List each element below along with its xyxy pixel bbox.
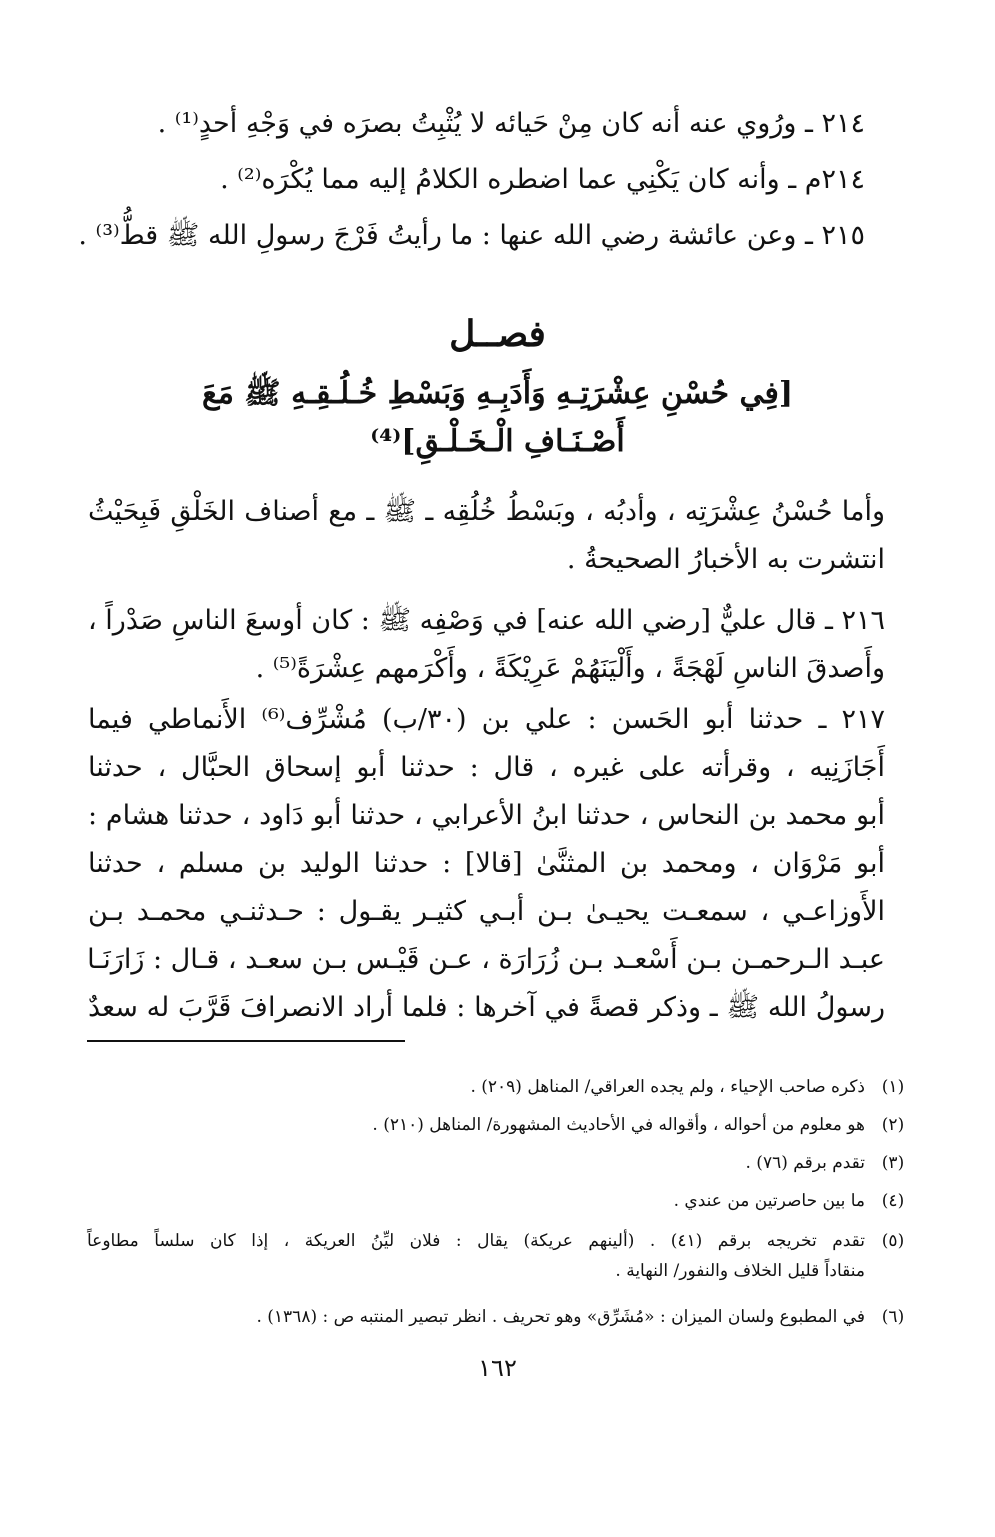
footnote-number: (٥) [881,1231,905,1251]
entry-217-line-2: أَجَازَنِيه ، وقرأته على غيره ، قال : حدثنا أبو إسحاق الحبَّال ، حدثنا [88,752,885,783]
footnote-text: تقدم تخريجه برقم (٤١) . (ألينهم عريكة) يقال : فلان ليِّنُ العريكة ، إذا كان سلساً مطاوعاً [87,1231,865,1251]
entry-217-line-1: ٢١٧ ـ حدثنا أبو الحَسن : علي بن (٣٠/ب) مُشْرِّف⁽⁶⁾ الأَنماطي فيما [88,704,885,735]
footnote-3 [87,1148,905,1178]
footnote-text: تقدم برقم (٧٦) . [745,1153,865,1173]
footnote-5 [87,1226,905,1286]
footnote-number: (٦) [881,1307,905,1327]
section-subtitle-line-1: [فِي حُسْنِ عِشْرَتِـهِ وَأَدَبِـهِ وَبَسْطِ خُـلُـقِـهِ ﷺ مَعَ [201,376,794,411]
footnote-text: ذكره صاحب الإحياء ، ولم يجده العراقي/ المناهل (٢٠٩) . [470,1077,865,1097]
footnote-text: في المطبوع ولسان الميزان : «مُشَرِّق» وهو تحريف . انظر تبصير المنتبه ص : (١٣٦٨) . [256,1307,865,1327]
footnote-separator [87,1040,405,1042]
footnote-number: (٣) [881,1153,905,1173]
entry-216-line-1: ٢١٦ ـ قال عليٌّ [رضي الله عنه] في وَصْفِه ﷺ : كان أوسعَ الناسِ صَدْراً ، [88,605,885,636]
entry-217-line-7: رسولُ الله ﷺ ـ وذكر قصةً في آخرها : فلما أراد الانصرافَ قَرَّبَ له سعدٌ [88,992,885,1023]
entry-217-line-5: الأَوزاعـي ، سمعـت يحيـىٰ بـن أبـي كثيـر يقـول : حـدثنـي محمـد بـن [88,896,885,927]
footnote-text: منقاداً قليل الخلاف والنفور/ النهاية . [615,1261,865,1281]
entry-216-line-2: وأَصدقَ الناسِ لَهْجَةً ، وأَلْيَنَهُمْ عَرِيْكَةً ، وأَكْرَمهم عِشْرَةً⁽⁵⁾ . [255,653,885,684]
entry-214: ٢١٤ ـ ورُوي عنه أنه كان مِنْ حَيائه لا يُثْبِتُ بصرَه في وَجْهِ أحدٍ⁽¹⁾ . [157,108,865,139]
footnote-2 [87,1110,905,1140]
footnote-6 [87,1302,905,1332]
footnote-text: ما بين حاصرتين من عندي . [673,1191,865,1211]
footnote-number: (٢) [881,1115,905,1135]
entry-215: ٢١٥ ـ وعن عائشة رضي الله عنها : ما رأيتُ فَرْجَ رسولِ الله ﷺ قطُّ⁽³⁾ . [78,220,865,251]
intro-line-2: انتشرت به الأخبارُ الصحيحةُ . [566,544,885,575]
footnote-number: (١) [881,1077,905,1097]
footnote-4 [87,1186,905,1216]
entry-214m: ٢١٤م ـ وأنه كان يَكْنِي عما اضطره الكلامُ إليه مما يُكْرَه⁽²⁾ . [220,164,865,195]
section-title: فصــل [449,313,546,355]
entry-217-line-6: عبـد الـرحمـن بـن أَسْعـد بـن زُرَارَة ، عـن قَيْـس بـن سعـد ، قـال : زَارَنَـا [87,944,885,975]
section-subtitle-line-2: أَصْـنَـافِ الْـخَـلْـقِ]⁽⁴⁾ [370,424,625,459]
entry-217-line-3: أبو محمد بن النحاس ، حدثنا ابنُ الأعرابي ، حدثنا أبو دَاود ، حدثنا هشام : [88,800,885,831]
footnote-1 [87,1072,905,1102]
page-number: ١٦٢ [478,1354,517,1382]
footnote-text: هو معلوم من أحواله ، وأقواله في الأحاديث المشهورة/ المناهل (٢١٠) . [372,1115,865,1135]
intro-line-1: وأما حُسْنُ عِشْرَتِه ، وأدبُه ، وبَسْطُ خُلُقِه ـ ﷺ ـ مع أصناف الخَلْقِ فَبِحَيْثُ [88,496,885,527]
footnote-number: (٤) [881,1191,905,1211]
entry-217-line-4: أبو مَرْوَان ، ومحمد بن المثنَّىٰ [قالا] : حدثنا الوليد بن مسلم ، حدثنا [88,848,885,879]
